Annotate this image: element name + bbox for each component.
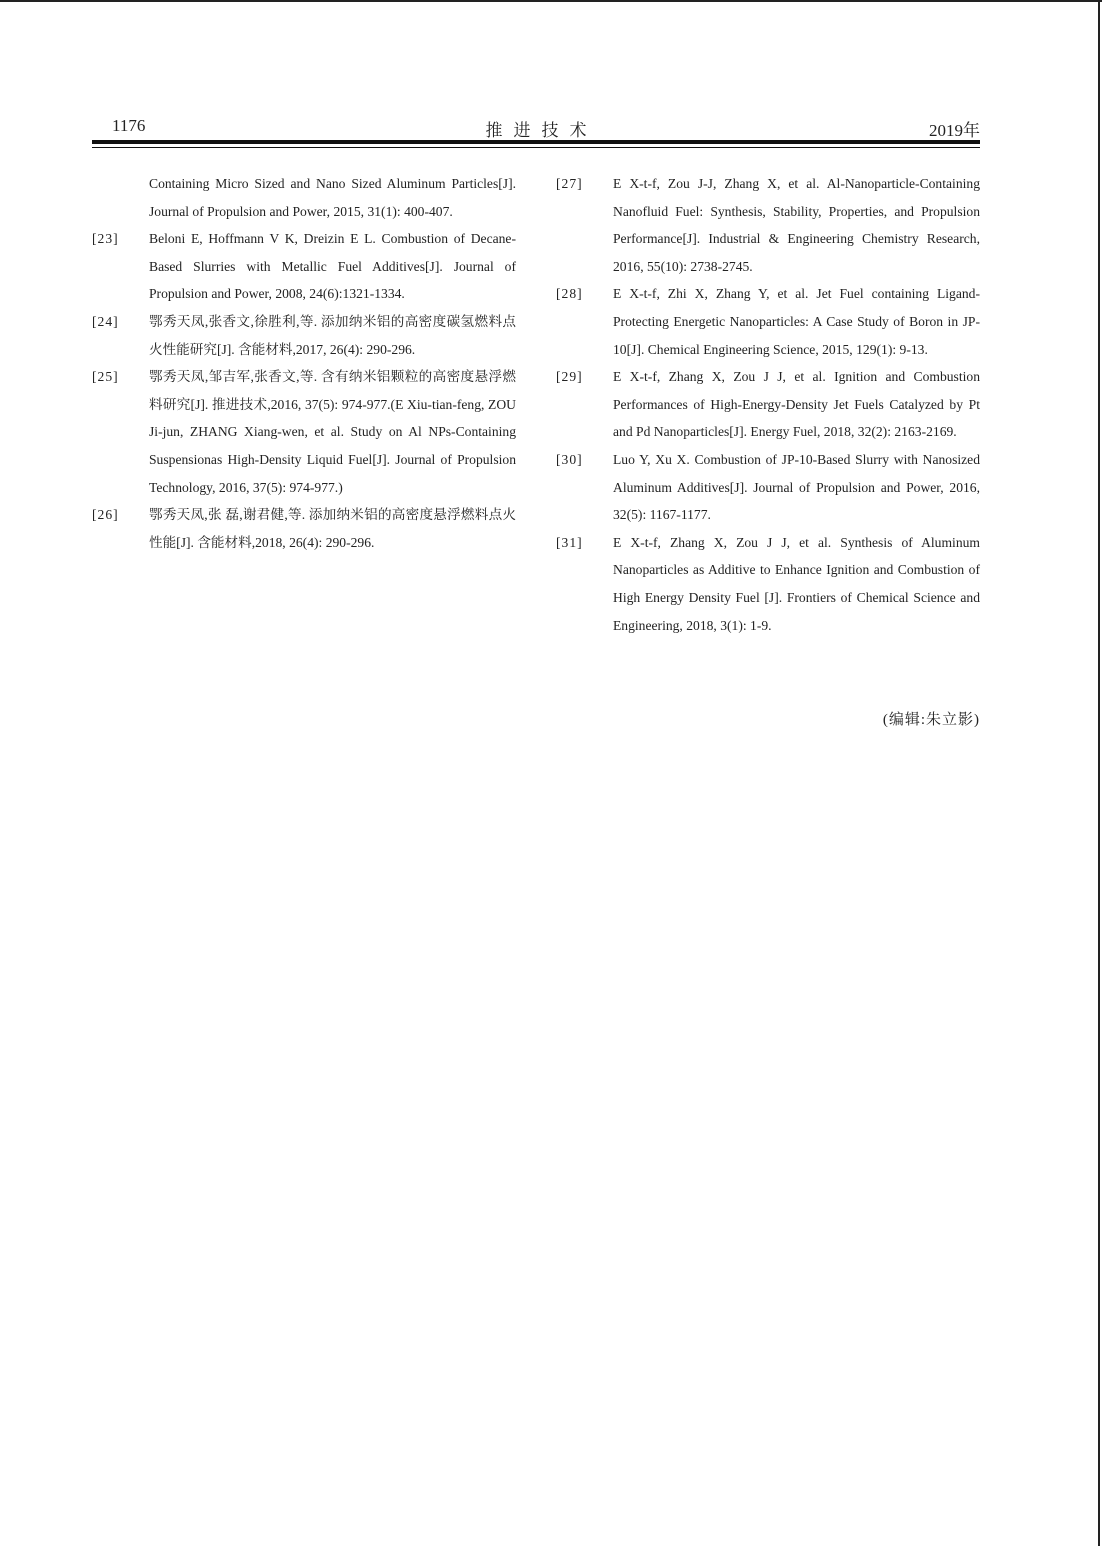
- page-top-border: [0, 0, 1102, 2]
- reference-number: [31]: [556, 534, 583, 550]
- reference-text: Beloni E, Hoffmann V K, Dreizin E L. Combustion of Decane-Based Slurries with Metallic Fuel Additives[J]. Journal of Propulsion and Power, 2008, 24(6):1321-1334.: [149, 231, 516, 302]
- reference-number: [25]: [92, 369, 119, 385]
- reference-number: [28]: [556, 286, 583, 302]
- reference-entry: [92, 363, 516, 501]
- reference-number: [23]: [92, 231, 119, 247]
- reference-text: E X-t-f, Zhi X, Zhang Y, et al. Jet Fuel containing Ligand-Protecting Energetic Nanoparticles: A Case Study of Boron in JP-10[J]. Chemical Engineering Science, 2015, 129(1): 9-13.: [613, 286, 980, 357]
- reference-column-right: [556, 170, 980, 639]
- reference-entry: [92, 501, 516, 556]
- reference-text: 鄂秀天凤,邹吉军,张香文,等. 含有纳米铝颗粒的高密度悬浮燃料研究[J]. 推进技术,2016, 37(5): 974-977.(E Xiu-tian-feng, ZOU Ji-jun, ZHANG Xiang-wen, et al. Study on Al NPs-Containing Suspensionas High-Density Liquid Fuel[J]. Journal of Propulsion Technology, 2016, 37(5): 974-977.): [149, 369, 516, 495]
- header-rule-thick: [92, 140, 980, 144]
- reference-text: E X-t-f, Zhang X, Zou J J, et al. Synthesis of Aluminum Nanoparticles as Additive to Enhance Ignition and Combustion of High Energy Density Fuel [J]. Frontiers of Chemical Science and Engineering, 2018, 3(1): 1-9.: [613, 534, 980, 633]
- reference-entry: [556, 363, 980, 446]
- editor-note: (编辑:朱立影): [882, 712, 980, 728]
- reference-entry: [556, 529, 980, 639]
- issue-year: 2019年: [929, 121, 980, 140]
- reference-number: [30]: [556, 451, 583, 467]
- reference-number: [24]: [92, 313, 119, 329]
- reference-number: [29]: [556, 369, 583, 385]
- reference-text: 鄂秀天凤,张 磊,谢君健,等. 添加纳米铝的高密度悬浮燃料点火性能[J]. 含能材料,2018, 26(4): 290-296.: [149, 507, 516, 550]
- reference-text: E X-t-f, Zou J-J, Zhang X, et al. Al-Nanoparticle-Containing Nanofluid Fuel: Synthesis, Stability, Properties, and Propulsion Performance[J]. Industrial & Engineering Chemistry Research, 2016, 55(10): 2738-2745.: [613, 176, 980, 274]
- reference-entry: [556, 170, 980, 280]
- reference-entry: [556, 446, 980, 529]
- running-header: [92, 112, 980, 142]
- reference-column-left: [92, 170, 516, 556]
- reference-entry: [92, 225, 516, 308]
- page-number: 1176: [112, 116, 146, 135]
- header-rule-thin: [92, 147, 980, 148]
- reference-text: Containing Micro Sized and Nano Sized Aluminum Particles[J]. Journal of Propulsion and Power, 2015, 31(1): 400-407.: [149, 176, 516, 219]
- journal-title: 推进技术: [485, 121, 598, 140]
- page-right-border: [1098, 0, 1100, 1546]
- reference-number: [26]: [92, 507, 119, 523]
- reference-number: [27]: [556, 176, 583, 191]
- reference-entry: [556, 280, 980, 363]
- reference-entry: [92, 170, 516, 225]
- reference-text: E X-t-f, Zhang X, Zou J J, et al. Ignition and Combustion Performances of High-Energy-Density Jet Fuels Catalyzed by Pt and Pd Nanoparticles[J]. Energy Fuel, 2018, 32(2): 2163-2169.: [613, 369, 980, 440]
- reference-entry: [92, 308, 516, 363]
- reference-text: 鄂秀天凤,张香文,徐胜利,等. 添加纳米铝的高密度碳氢燃料点火性能研究[J]. 含能材料,2017, 26(4): 290-296.: [149, 313, 516, 357]
- reference-text: Luo Y, Xu X. Combustion of JP-10-Based Slurry with Nanosized Aluminum Additives[J]. Journal of Propulsion and Power, 2016, 32(5): 1167-1177.: [613, 451, 980, 523]
